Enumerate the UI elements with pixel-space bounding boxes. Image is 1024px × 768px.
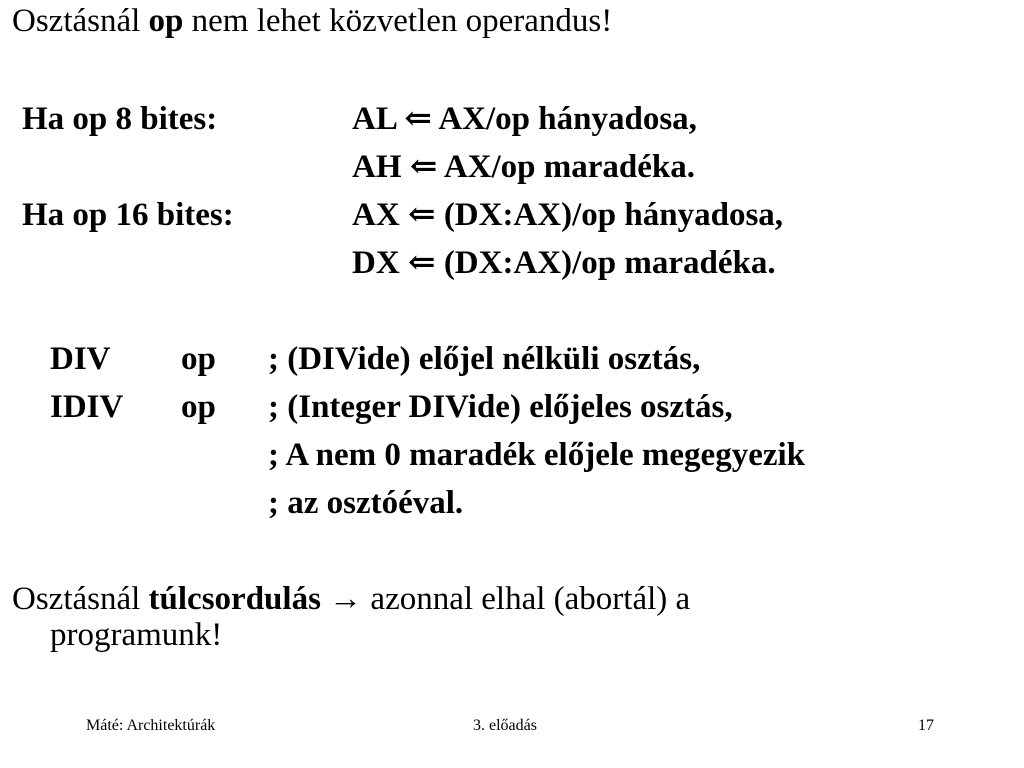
intro-line (12, 3, 612, 39)
intro-op: op (148, 3, 184, 39)
rule-16bit-label: Ha op 16 bites: (22, 197, 234, 233)
arrow-right-icon: → (329, 581, 363, 617)
overflow-pre: Osztásnál (12, 581, 141, 617)
note-line-2: ; az osztóéval. (268, 485, 464, 521)
overflow-post: azonnal elhal (abortál) a (370, 581, 691, 617)
rule-8bit-line-1: AL ⇐ AX/op hányadosa, (352, 101, 697, 137)
footer-center: 3. előadás (473, 717, 537, 734)
instr-idiv-operand: op (181, 389, 216, 425)
intro-pre: Osztásnál (12, 3, 141, 39)
rule-8bit-label: Ha op 8 bites: (22, 101, 218, 137)
overflow-line (12, 581, 690, 617)
rule-16bit-line-1: AX ⇐ (DX:AX)/op hányadosa, (352, 197, 784, 233)
overflow-bold: túlcsordulás (148, 581, 321, 617)
rule-8bit-line-2: AH ⇐ AX/op maradéka. (352, 149, 696, 185)
note-line-1: ; A nem 0 maradék előjele megegyezik (268, 437, 806, 473)
overflow-line-cont: programunk! (50, 617, 223, 653)
instr-div-operand: op (181, 341, 216, 377)
footer-left: Máté: Architektúrák (86, 717, 216, 734)
rule-16bit-line-2: DX ⇐ (DX:AX)/op maradéka. (352, 245, 776, 281)
instr-div-mnemonic: DIV (50, 341, 111, 377)
instr-idiv-mnemonic: IDIV (50, 389, 124, 425)
instr-idiv-comment: ; (Integer DIVide) előjeles osztás, (268, 389, 733, 425)
intro-post: nem lehet közvetlen operandus! (191, 3, 613, 39)
footer-page-number: 17 (918, 717, 934, 734)
instr-div-comment: ; (DIVide) előjel nélküli osztás, (268, 341, 701, 377)
